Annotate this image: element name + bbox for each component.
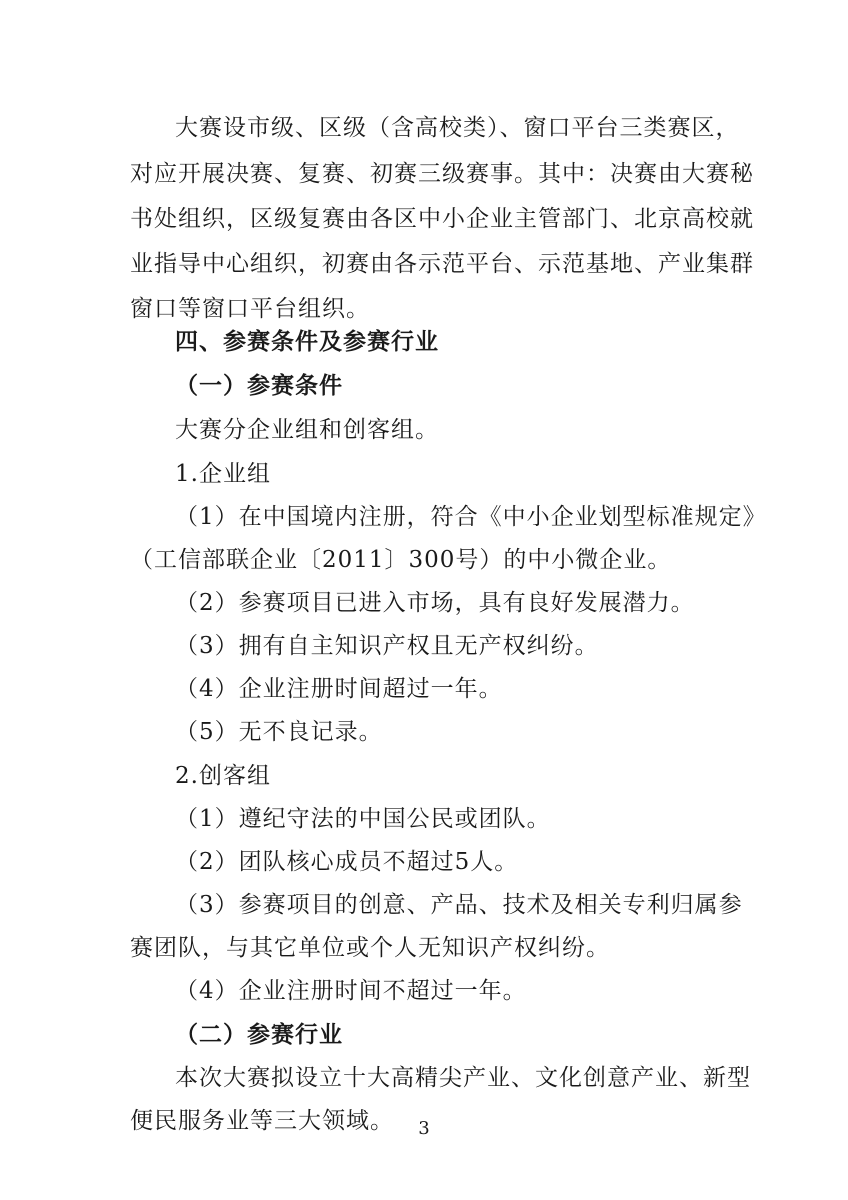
list-item-continuation: （工信部联企业〔2011〕300号）的中小微企业。 bbox=[130, 547, 672, 573]
section-heading: 四、参赛条件及参赛行业 bbox=[175, 329, 439, 355]
group-heading: 1.企业组 bbox=[175, 461, 271, 487]
list-item: （4）企业注册时间超过一年。 bbox=[175, 676, 503, 702]
list-item: （3）拥有自主知识产权且无产权纠纷。 bbox=[175, 633, 599, 659]
list-item: （1）遵纪守法的中国公民或团队。 bbox=[175, 806, 551, 832]
subsection-heading: （二）参赛行业 bbox=[175, 1022, 343, 1048]
paragraph-line: 书处组织，区级复赛由各区中小企业主管部门、北京高校就 bbox=[130, 206, 754, 232]
list-item: （5）无不良记录。 bbox=[175, 719, 383, 745]
group-heading: 2.创客组 bbox=[175, 763, 271, 789]
paragraph-line: 便民服务业等三大领域。 bbox=[130, 1108, 394, 1134]
page-number: 3 bbox=[418, 1118, 430, 1139]
subsection-heading: （一）参赛条件 bbox=[175, 373, 343, 399]
paragraph-line: 窗口等窗口平台组织。 bbox=[130, 296, 370, 322]
paragraph-line: 本次大赛拟设立十大高精尖产业、文化创意产业、新型 bbox=[175, 1065, 751, 1091]
paragraph-line: 对应开展决赛、复赛、初赛三级赛事。其中：决赛由大赛秘 bbox=[130, 161, 754, 187]
paragraph-line: 大赛分企业组和创客组。 bbox=[175, 417, 439, 443]
paragraph-line: 大赛设市级、区级（含高校类）、窗口平台三类赛区， bbox=[175, 115, 740, 141]
list-item-continuation: 赛团队，与其它单位或个人无知识产权纠纷。 bbox=[130, 935, 610, 961]
list-item: （4）企业注册时间不超过一年。 bbox=[175, 978, 527, 1004]
list-item: （2）参赛项目已进入市场，具有良好发展潜力。 bbox=[175, 590, 695, 616]
list-item: （2）团队核心成员不超过5人。 bbox=[175, 849, 519, 875]
list-item: （1）在中国境内注册，符合《中小企业划型标准规定》 bbox=[175, 504, 767, 530]
list-item: （3）参赛项目的创意、产品、技术及相关专利归属参 bbox=[175, 892, 743, 918]
paragraph-line: 业指导中心组织，初赛由各示范平台、示范基地、产业集群 bbox=[130, 251, 754, 277]
